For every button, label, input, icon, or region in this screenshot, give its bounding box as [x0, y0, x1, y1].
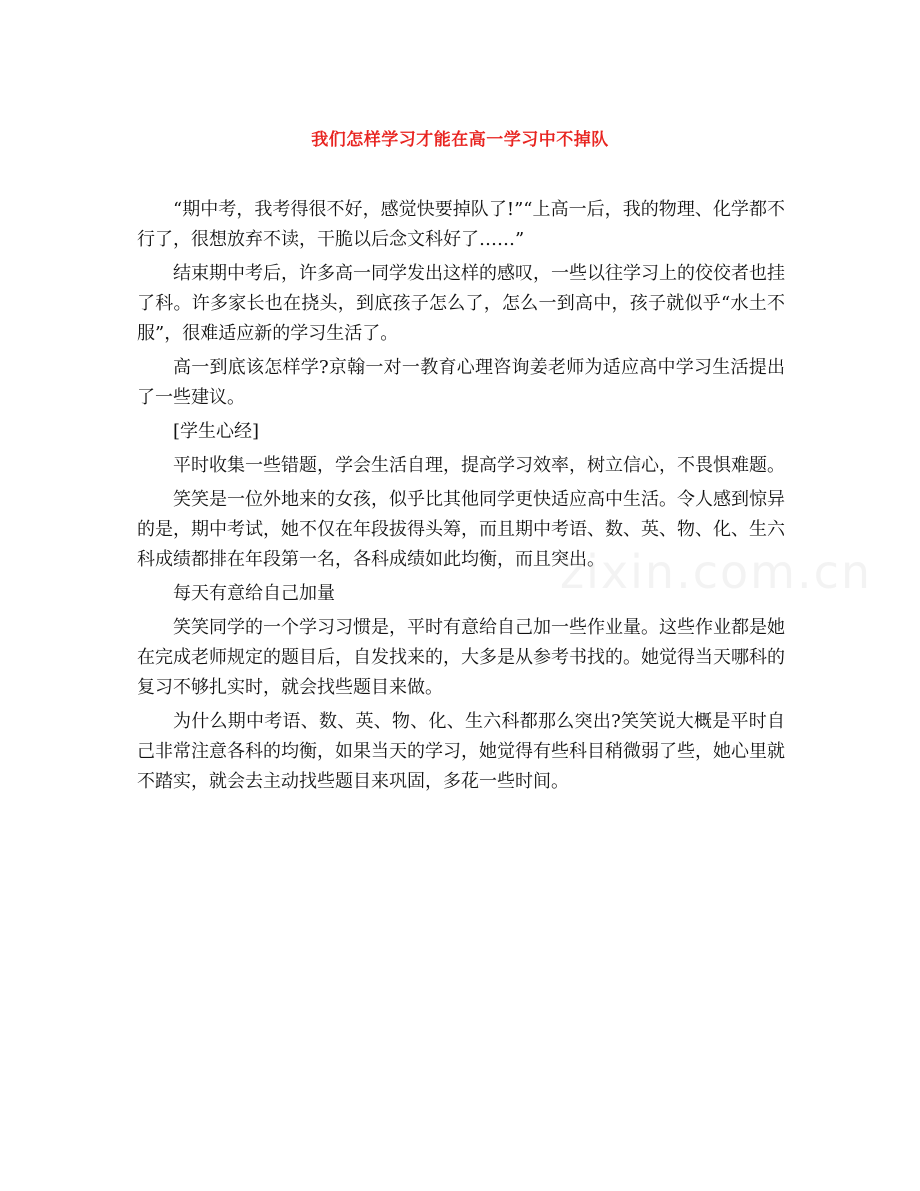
paragraph: 平时收集一些错题，学会生活自理，提高学习效率，树立信心，不畏惧难题。 — [173, 455, 785, 476]
watermark: zixin.com.cn — [560, 545, 873, 599]
paragraph: 结束期中考后，许多高一同学发出这样的感叹，一些以往学习上的佼佼者也挂了科。许多家长也在挠头，到底孩子怎么了，怎么一到高中，孩子就似乎“水土不服”，很难适应新的学习生活了。 — [137, 263, 785, 344]
paragraph: 笑笑是一位外地来的女孩，似乎比其他同学更快适应高中生活。令人感到惊异的是，期中考试，她不仅在年段拔得头筹，而且期中考语、数、英、物、化、生六科成绩都排在年段第一名，各科成绩如此均衡，而且突出。 — [137, 489, 785, 570]
section-heading: [学生心经] — [173, 421, 260, 442]
document-title: 我们怎样学习才能在高一学习中不掉队 — [311, 130, 609, 150]
paragraph: 笑笑同学的一个学习习惯是，平时有意给自己加一些作业量。这些作业都是她在完成老师规定的题目后，自发找来的，大多是从参考书找的。她觉得当天哪科的复习不够扎实时，就会找些题目来做。 — [137, 617, 785, 698]
paragraph: 高一到底该怎样学?京翰一对一教育心理咨询姜老师为适应高中学习生活提出了一些建议。 — [137, 357, 785, 408]
document-body — [137, 195, 785, 801]
paragraph: “期中考，我考得很不好，感觉快要掉队了!”“上高一后，我的物理、化学都不行了，很想放弃不读，干脆以后念文科好了……” — [137, 199, 785, 250]
paragraph: 为什么期中考语、数、英、物、化、生六科都那么突出?笑笑说大概是平时自己非常注意各科的均衡，如果当天的学习，她觉得有些科目稍微弱了些，她心里就不踏实，就会去主动找些题目来巩固，多花一些时间。 — [137, 711, 785, 792]
section-heading: 每天有意给自己加量 — [173, 583, 335, 604]
